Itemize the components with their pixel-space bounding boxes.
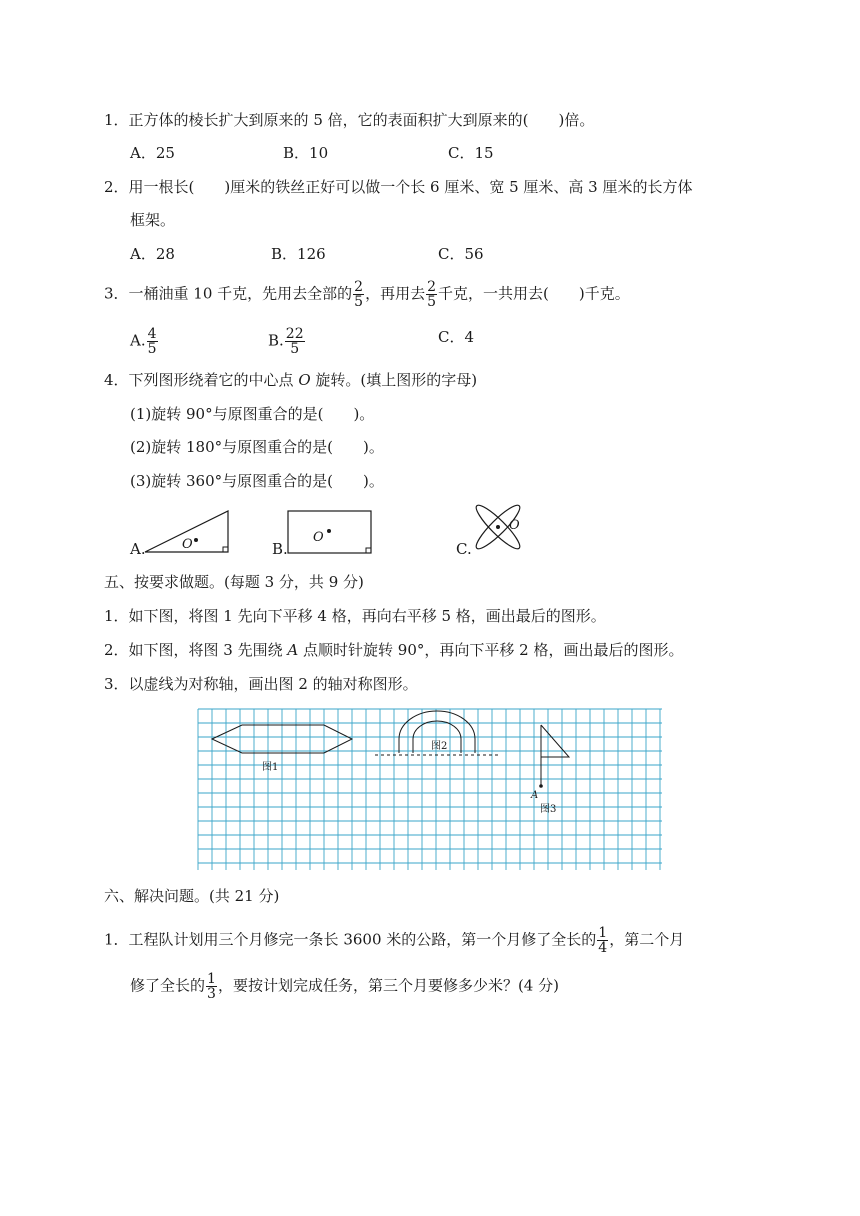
q4-figure-a bbox=[140, 508, 235, 556]
q4-figure-c bbox=[465, 500, 535, 556]
q1-stem: 1．正方体的棱长扩大到原来的 5 倍，它的表面积扩大到原来的( )倍。 bbox=[104, 111, 595, 129]
q3-option-b-fraction: $\frac{22}{5}$ bbox=[285, 326, 304, 357]
q3-option-a-fraction: $\frac{4}{5}$ bbox=[147, 326, 157, 357]
q4-figure-a-center: O bbox=[182, 537, 193, 552]
figure-2-label: 图2 bbox=[431, 741, 448, 752]
q4-figure-a-label: A. bbox=[130, 540, 146, 558]
q3-option-c: C．4 bbox=[438, 328, 475, 346]
section5-item3: 3．以虚线为对称轴，画出图 2 的轴对称图形。 bbox=[104, 675, 418, 693]
q3-part1: 3．一桶油重 10 千克，先用去全部的 bbox=[104, 284, 353, 303]
q3-option-a: A. $\frac{4}{5}$ bbox=[130, 326, 157, 357]
q3-fraction-1: $\frac{2}{5}$ bbox=[354, 279, 364, 310]
figure-3-label: 图3 bbox=[540, 804, 557, 815]
q1-option-c: C．15 bbox=[448, 144, 494, 162]
point-a-label: A bbox=[531, 790, 539, 801]
q3-stem bbox=[104, 280, 630, 309]
q4-figure-c-center: O bbox=[509, 518, 520, 533]
q4-stem: 4．下列图形绕着它的中心点 O 旋转。(填上图形的字母) bbox=[104, 371, 478, 389]
q3-option-b: B. $\frac{22}{5}$ bbox=[268, 326, 304, 357]
q2-option-c: C．56 bbox=[438, 245, 484, 263]
q2-stem-line1: 2．用一根长( )厘米的铁丝正好可以做一个长 6 厘米、宽 5 厘米、高 3 厘米的长方体 bbox=[104, 178, 693, 196]
section5-heading: 五、按要求做题。(每题 3 分，共 9 分) bbox=[104, 573, 364, 591]
grid-lines bbox=[198, 709, 662, 870]
q2-option-b: B．126 bbox=[271, 245, 326, 263]
q1-option-b: B．10 bbox=[283, 144, 329, 162]
grid-figure bbox=[195, 706, 665, 872]
q2-stem-line2: 框架。 bbox=[130, 211, 176, 229]
q4-figure-b-center: O bbox=[313, 530, 324, 545]
q3-part3: 千克，一共用去( )千克。 bbox=[438, 284, 630, 303]
q2-option-a: A．28 bbox=[130, 245, 175, 263]
q4-figure-c-label: C. bbox=[456, 540, 472, 558]
section6-item1-line2: 修了全长的 $\frac{1}{3}$ ，要按计划完成任务，第三个月要修多少米？(4 分) bbox=[130, 971, 559, 1002]
section6-heading: 六、解决问题。(共 21 分) bbox=[104, 887, 280, 905]
q4-figure-b-label: B. bbox=[272, 540, 288, 558]
q4-sub3: (3)旋转 360°与原图重合的是( )。 bbox=[130, 472, 384, 490]
q1-option-a: A．25 bbox=[130, 144, 175, 162]
section6-fraction-1: $\frac{1}{4}$ bbox=[598, 925, 608, 956]
q4-sub1: (1)旋转 90°与原图重合的是( )。 bbox=[130, 405, 375, 423]
q3-part2: ，再用去 bbox=[365, 284, 426, 303]
figure-1-label: 图1 bbox=[262, 762, 279, 773]
q4-figure-b bbox=[285, 508, 375, 556]
q4-sub2: (2)旋转 180°与原图重合的是( )。 bbox=[130, 438, 384, 456]
section5-item2: 2．如下图，将图 3 先围绕 A 点顺时针旋转 90°，再向下平移 2 格，画出最后的图形。 bbox=[104, 641, 684, 659]
section6-fraction-2: $\frac{1}{3}$ bbox=[207, 971, 216, 1002]
section5-item1: 1．如下图，将图 1 先向下平移 4 格，再向右平移 5 格，画出最后的图形。 bbox=[104, 607, 606, 625]
q3-fraction-2: $\frac{2}{5}$ bbox=[427, 279, 437, 310]
section6-item1-line1: 1．工程队计划用三个月修完一条长 3600 米的公路，第一个月修了全长的 $\frac{1}{4}$ ，第二个月 bbox=[104, 925, 685, 956]
figure-2-arch-inner bbox=[413, 721, 461, 739]
